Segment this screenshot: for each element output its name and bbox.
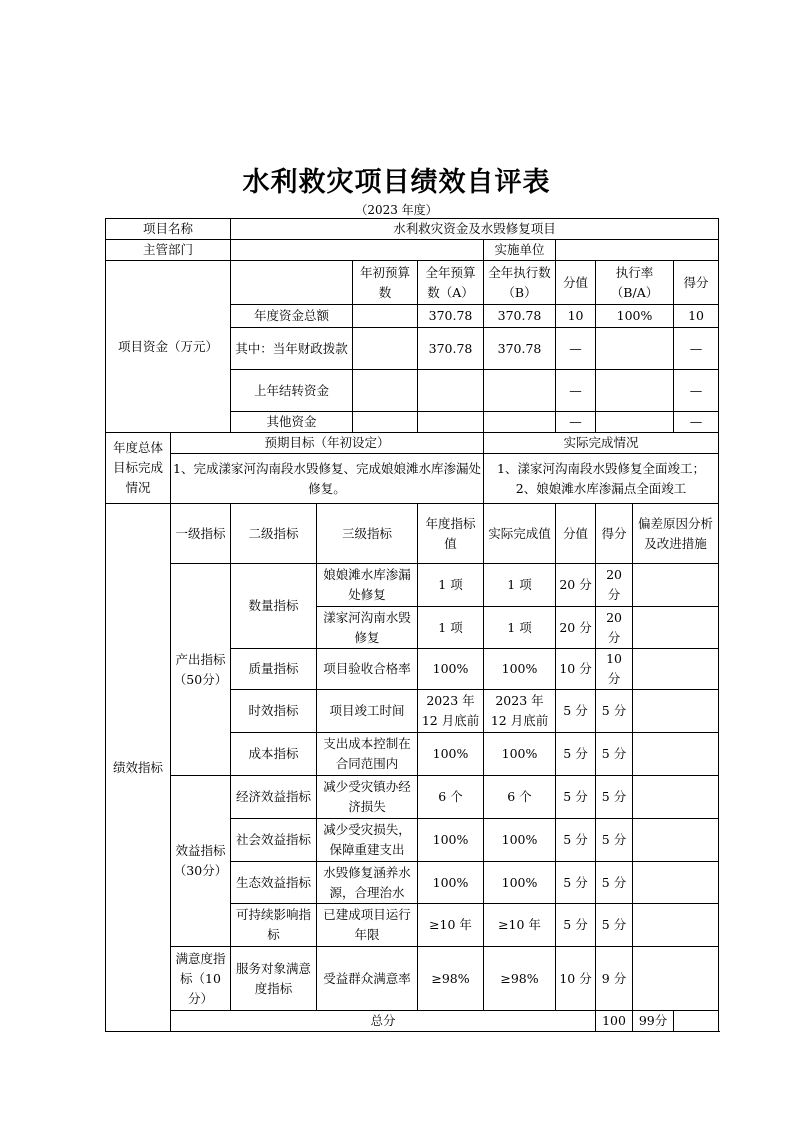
funds-label: 项目资金（万元） (106, 261, 231, 433)
actual-cell: 100% (484, 819, 556, 862)
points-cell: 20 分 (556, 564, 596, 607)
level1-header: 一级指标 (171, 504, 231, 564)
perf-label: 绩效指标 (106, 504, 171, 1032)
actual-goal-text (484, 454, 719, 504)
actual-cell: 1 项 (484, 607, 556, 649)
funds-score: — (674, 328, 719, 370)
score-cell: 5 分 (596, 690, 633, 733)
level3-cell: 减少受灾损失，保障重建支出 (317, 819, 418, 862)
actual-goal-line: 1、漾家河沟南段水毁修复全面竣工； (497, 460, 705, 476)
funds-score: — (674, 370, 719, 412)
level3-cell: 项目竣工时间 (317, 690, 418, 733)
score-cell: 5 分 (596, 819, 633, 862)
project-name-row (106, 219, 719, 240)
points-cell: 10 分 (556, 649, 596, 690)
score-cell: 5 分 (596, 776, 633, 819)
funds-executed: 370.78 (484, 305, 556, 328)
dept-label: 主管部门 (106, 240, 231, 261)
points-cell: 5 分 (556, 862, 596, 904)
funds-executed: 370.78 (484, 328, 556, 370)
expected-goal-header: 预期目标（年初设定） (171, 433, 484, 454)
funds-score: 10 (674, 305, 719, 328)
points-cell: 5 分 (556, 776, 596, 819)
points-cell: 20 分 (556, 607, 596, 649)
funds-initial (353, 305, 418, 328)
page-title: 水利救灾项目绩效自评表 (242, 167, 551, 198)
level2-cell: 可持续影响指标 (231, 904, 317, 947)
level3-cell: 娘娘滩水库渗漏处修复 (317, 564, 418, 607)
analysis-cell (633, 733, 719, 776)
level2-cell: 质量指标 (231, 649, 317, 690)
annual-budget-header: 全年预算数（A） (418, 261, 484, 305)
satisfaction-indicator-label: 满意度指标（10分） (171, 947, 231, 1011)
actual-cell: ≥98% (484, 947, 556, 1011)
points-cell: 5 分 (556, 733, 596, 776)
level2-cell: 生态效益指标 (231, 862, 317, 904)
score-cell: 10 分 (596, 649, 633, 690)
target-cell: 100% (418, 649, 484, 690)
target-cell: 1 项 (418, 564, 484, 607)
funds-points: — (556, 412, 596, 433)
score-cell: 5 分 (596, 862, 633, 904)
funds-rate (596, 328, 674, 370)
funds-initial (353, 412, 418, 433)
goals-label: 年度总体目标完成情况 (106, 433, 171, 504)
analysis-cell (633, 776, 719, 819)
funds-initial (353, 328, 418, 370)
funds-points: 10 (556, 305, 596, 328)
score-cell: 20 分 (596, 607, 633, 649)
analysis-cell (633, 607, 719, 649)
total-score: 99分 (633, 1011, 674, 1032)
project-name-label: 项目名称 (106, 219, 231, 240)
funds-annual (418, 370, 484, 412)
level3-cell: 已建成项目运行年限 (317, 904, 418, 947)
level2-cell: 时效指标 (231, 690, 317, 733)
indicator-row (106, 564, 719, 607)
actual-goal-header: 实际完成情况 (484, 433, 719, 454)
total-label: 总分 (171, 1011, 596, 1032)
points-cell: 5 分 (556, 819, 596, 862)
funds-points: — (556, 328, 596, 370)
funds-points: — (556, 370, 596, 412)
level3-cell: 减少受灾镇办经济损失 (317, 776, 418, 819)
score-cell: 5 分 (596, 733, 633, 776)
level2-cell: 经济效益指标 (231, 776, 317, 819)
funds-rate (596, 370, 674, 412)
project-name-value: 水利救灾资金及水毁修复项目 (231, 219, 719, 240)
actual-header: 实际完成值 (484, 504, 556, 564)
funds-annual (418, 412, 484, 433)
analysis-cell (633, 819, 719, 862)
funds-annual: 370.78 (418, 305, 484, 328)
dept-value (231, 240, 484, 261)
points-header: 分值 (556, 504, 596, 564)
output-indicator-label: 产出指标（50分） (171, 564, 231, 776)
level3-cell: 漾家河沟南水毁修复 (317, 607, 418, 649)
actual-cell: 100% (484, 862, 556, 904)
funds-row-label: 年度资金总额 (231, 305, 353, 328)
target-cell: 100% (418, 733, 484, 776)
indicator-row (106, 776, 719, 819)
score-cell: 20 分 (596, 564, 633, 607)
level3-cell: 水毁修复涵养水源，合理治水 (317, 862, 418, 904)
goals-content-row (106, 454, 719, 504)
level3-header: 三级指标 (317, 504, 418, 564)
funds-header-row (106, 261, 719, 305)
actual-cell: ≥10 年 (484, 904, 556, 947)
level3-cell: 支出成本控制在合同范围内 (317, 733, 418, 776)
target-cell: 2023 年 12 月底前 (418, 690, 484, 733)
total-row (106, 1011, 719, 1032)
level3-cell: 项目验收合格率 (317, 649, 418, 690)
year-subtitle: （2023 年度） (355, 203, 438, 217)
funds-row-label: 其中：当年财政拨款 (231, 328, 353, 370)
analysis-cell (633, 904, 719, 947)
funds-row-label: 上年结转资金 (231, 370, 353, 412)
department-row (106, 240, 719, 261)
target-cell: 1 项 (418, 607, 484, 649)
funds-executed (484, 412, 556, 433)
funds-initial (353, 370, 418, 412)
indicator-row (106, 947, 719, 1011)
funds-rate (596, 412, 674, 433)
perf-header-row (106, 504, 719, 564)
level2-cell: 数量指标 (231, 564, 317, 649)
total-blank (674, 1011, 719, 1032)
score-cell: 9 分 (596, 947, 633, 1011)
analysis-cell (633, 862, 719, 904)
funds-score: — (674, 412, 719, 433)
evaluation-table (105, 218, 719, 1032)
benefit-indicator-label: 效益指标（30分） (171, 776, 231, 947)
target-cell: ≥10 年 (418, 904, 484, 947)
level2-cell: 社会效益指标 (231, 819, 317, 862)
initial-budget-header: 年初预算数 (353, 261, 418, 305)
target-cell: 6 个 (418, 776, 484, 819)
target-header: 年度指标值 (418, 504, 484, 564)
exec-rate-header: 执行率（B/A） (596, 261, 674, 305)
funds-executed (484, 370, 556, 412)
goals-header-row (106, 433, 719, 454)
funds-annual: 370.78 (418, 328, 484, 370)
actual-cell: 6 个 (484, 776, 556, 819)
target-cell: ≥98% (418, 947, 484, 1011)
analysis-header: 偏差原因分析及改进措施 (633, 504, 719, 564)
level2-cell: 服务对象满意度指标 (231, 947, 317, 1011)
analysis-cell (633, 649, 719, 690)
impl-unit-value (556, 240, 719, 261)
expected-goal-text: 1、完成漾家河沟南段水毁修复、完成娘娘滩水库渗漏处修复。 (171, 454, 484, 504)
analysis-cell (633, 564, 719, 607)
funds-header-blank (231, 261, 353, 305)
funds-score-header: 得分 (674, 261, 719, 305)
score-header: 得分 (596, 504, 633, 564)
analysis-cell (633, 947, 719, 1011)
points-cell: 5 分 (556, 690, 596, 733)
level2-header: 二级指标 (231, 504, 317, 564)
actual-cell: 1 项 (484, 564, 556, 607)
total-points: 100 (596, 1011, 633, 1032)
target-cell: 100% (418, 819, 484, 862)
target-cell: 100% (418, 862, 484, 904)
impl-unit-label: 实施单位 (484, 240, 556, 261)
actual-cell: 100% (484, 649, 556, 690)
analysis-cell (633, 690, 719, 733)
actual-cell: 100% (484, 733, 556, 776)
points-cell: 10 分 (556, 947, 596, 1011)
points-cell: 5 分 (556, 904, 596, 947)
score-cell: 5 分 (596, 904, 633, 947)
funds-rate: 100% (596, 305, 674, 328)
funds-row-label: 其他资金 (231, 412, 353, 433)
score-value-header: 分值 (556, 261, 596, 305)
actual-goal-line: 2、娘娘滩水库渗漏点全面竣工 (515, 480, 687, 496)
actual-cell: 2023 年 12 月底前 (484, 690, 556, 733)
level3-cell: 受益群众满意率 (317, 947, 418, 1011)
level2-cell: 成本指标 (231, 733, 317, 776)
executed-header: 全年执行数（B） (484, 261, 556, 305)
